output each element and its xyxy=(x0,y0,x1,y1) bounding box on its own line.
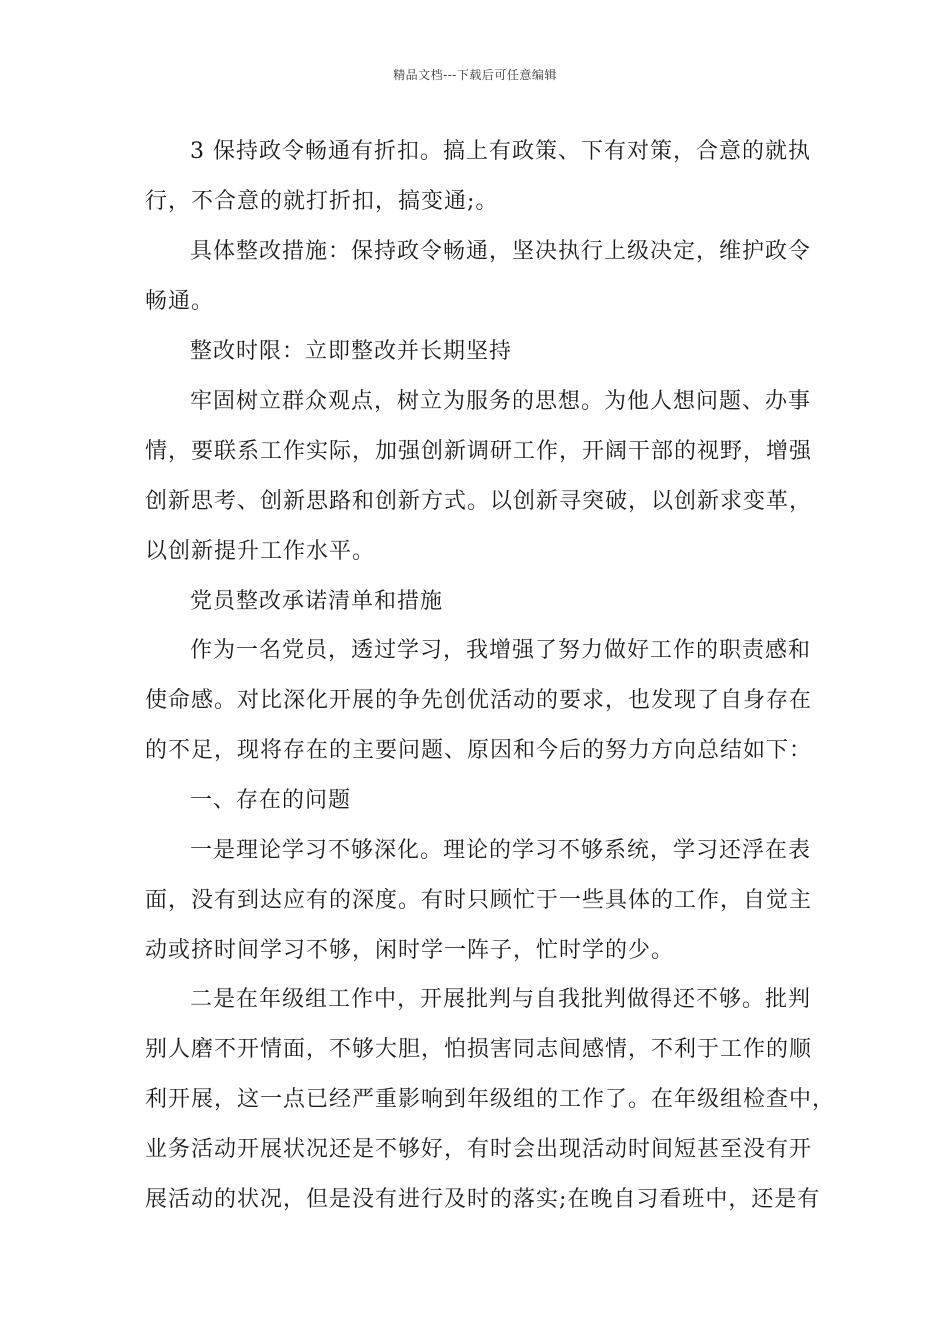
text-line: 二是在年级组工作中，开展批判与自我批判做得还不够。批判 xyxy=(190,987,812,1012)
text-line: 的不足，现将存在的主要问题、原因和今后的努力方向总结如下： xyxy=(145,738,813,763)
text-line: 创新思考、创新思路和创新方式。以创新寻突破，以创新求变革， xyxy=(145,489,813,514)
text-line: 一是理论学习不够深化。理论的学习不够系统，学习还浮在表 xyxy=(190,838,812,863)
text-line: 畅通。 xyxy=(145,289,215,314)
text-line: 具体整改措施：保持政令畅通，坚决执行上级决定，维护政令 xyxy=(190,239,812,264)
text-line: 业务活动开展状况还是不够好，有时会出现活动时间短甚至没有开 xyxy=(145,1137,813,1162)
text-line: 别人磨不开情面，不够大胆，怕损害同志间感情，不利于工作的顺 xyxy=(145,1037,813,1062)
text-line: 利开展，这一点已经严重影响到年级组的工作了。在年级组检查中， xyxy=(145,1087,836,1112)
text-line: 牢固树立群众观点，树立为服务的思想。为他人想问题、办事 xyxy=(190,389,812,414)
page-header: 精品文档---下载后可任意编辑 xyxy=(393,68,557,82)
text-line: 使命感。对比深化开展的争先创优活动的要求，也发现了自身存在 xyxy=(145,688,813,713)
text-line: 行，不合意的就打折扣，搞变通;。 xyxy=(145,189,499,214)
text-line: 党员整改承诺清单和措施 xyxy=(190,589,444,614)
text-line: 展活动的状况，但是没有进行及时的落实;在晚自习看班中，还是有 xyxy=(145,1187,821,1212)
text-line: 动或挤时间学习不够，闲时学一阵子，忙时学的少。 xyxy=(145,938,675,963)
text-line: 以创新提升工作水平。 xyxy=(145,539,376,564)
text-line: 面，没有到达应有的深度。有时只顾忙于一些具体的工作，自觉主 xyxy=(145,888,813,913)
text-line: 作为一名党员，透过学习，我增强了努力做好工作的职责感和 xyxy=(190,638,812,663)
text-line: 整改时限：立即整改并长期坚持 xyxy=(190,339,513,364)
text-line: 一、存在的问题 xyxy=(190,788,352,813)
text-line: 3 保持政令畅通有折扣。搞上有政策、下有对策，合意的就执 xyxy=(190,139,811,164)
text-line: 情，要联系工作实际，加强创新调研工作，开阔干部的视野，增强 xyxy=(145,439,813,464)
